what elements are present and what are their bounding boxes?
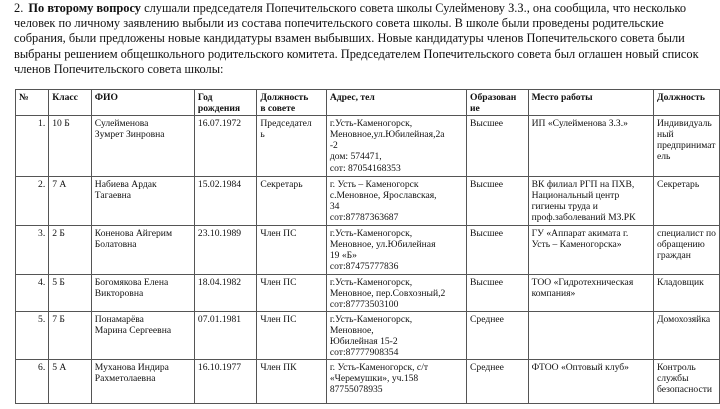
cell-education: Высшее xyxy=(467,177,529,225)
cell-position: Председател ь xyxy=(257,116,326,177)
header-position: Должность в совете xyxy=(257,90,326,116)
cell-num: 3. xyxy=(16,225,49,274)
cell-class: 7 Б xyxy=(49,311,92,359)
cell-job: Индивидуаль ный предпринимат ель xyxy=(653,116,719,177)
table-header-row xyxy=(16,90,720,116)
cell-work xyxy=(528,311,653,359)
header-work: Место работы xyxy=(528,90,653,116)
header-year: Год рождения xyxy=(194,90,256,116)
table-row xyxy=(16,274,720,311)
cell-year: 16.07.1972 xyxy=(194,116,256,177)
cell-address: г.Усть-Каменогорск, Меновное,ул.Юбилейная,2а -2 дом: 574471, сот: 87054168353 xyxy=(326,116,466,177)
header-job: Должность xyxy=(653,90,719,116)
cell-work: ВК филиал РГП на ПХВ, Национальный центр гигиены труда и проф.заболеваний МЗ.РК xyxy=(528,177,653,225)
cell-work: ТОО «Гидротехническая компания» xyxy=(528,274,653,311)
cell-fio: Богомякова Елена Викторовна xyxy=(91,274,194,311)
header-education: Образован ие xyxy=(467,90,529,116)
cell-year: 23.10.1989 xyxy=(194,225,256,274)
cell-job: Контроль службы безопасности xyxy=(653,360,719,404)
cell-year: 07.01.1981 xyxy=(194,311,256,359)
item-heading: По второму вопросу xyxy=(28,1,141,15)
agenda-paragraph xyxy=(14,1,714,77)
cell-job: специалист по обращению граждан xyxy=(653,225,719,274)
cell-class: 7 А xyxy=(49,177,92,225)
cell-position: Секретарь xyxy=(257,177,326,225)
cell-fio: Сулейменова Зумрет Зинровна xyxy=(91,116,194,177)
table-row xyxy=(16,116,720,177)
cell-education: Высшее xyxy=(467,225,529,274)
cell-education: Среднее xyxy=(467,360,529,404)
cell-address: г. Усть – Каменогорск с.Меновное, Ярославская, 34 сот:87787363687 xyxy=(326,177,466,225)
table-row xyxy=(16,225,720,274)
cell-education: Среднее xyxy=(467,311,529,359)
cell-position: Член ПК xyxy=(257,360,326,404)
cell-num: 6. xyxy=(16,360,49,404)
members-table xyxy=(15,89,720,404)
cell-year: 18.04.1982 xyxy=(194,274,256,311)
cell-position: Член ПС xyxy=(257,274,326,311)
cell-year: 16.10.1977 xyxy=(194,360,256,404)
cell-address: г.Усть-Каменогорск, Меновное, ул.Юбилейная 19 «Б» сот:87475777836 xyxy=(326,225,466,274)
cell-fio: Коненова Айгерим Болатовна xyxy=(91,225,194,274)
header-num: № xyxy=(16,90,49,116)
header-address: Адрес, тел xyxy=(326,90,466,116)
cell-num: 1. xyxy=(16,116,49,177)
cell-education: Высшее xyxy=(467,116,529,177)
header-fio: ФИО xyxy=(91,90,194,116)
cell-work: ФТОО «Оптовый клуб» xyxy=(528,360,653,404)
cell-fio: Понамарёва Марина Сергеевна xyxy=(91,311,194,359)
cell-work: ГУ «Аппарат акимата г. Усть – Каменогорска» xyxy=(528,225,653,274)
cell-num: 2. xyxy=(16,177,49,225)
cell-education: Высшее xyxy=(467,274,529,311)
item-number: 2. xyxy=(14,1,24,15)
cell-address: г. Усть-Каменогорск, с/т «Черемушки», уч.158 87755078935 xyxy=(326,360,466,404)
cell-address: г.Усть-Каменогорск, Меновное, пер.Совхозный,2 сот:87773503100 xyxy=(326,274,466,311)
cell-job: Домохозяйка xyxy=(653,311,719,359)
item-text: слушали председателя Попечительского совета школы Сулейменову З.З., она сообщила, что несколько человек по личному заявлению выбыли из состава попечительского совета школы. В школе были проведены родительские собрания, были предложены новые кандидатуры взамен выбывших. Новые кандидатуры членов Попечительского совета были выбраны решением общешкольного родительского комитета. Председателем Попечительского совета был оглашен новый список членов Попечительского совета школы: xyxy=(14,1,699,76)
cell-job: Секретарь xyxy=(653,177,719,225)
cell-class: 5 Б xyxy=(49,274,92,311)
cell-fio: Муханова Индира Рахметолаевна xyxy=(91,360,194,404)
cell-work: ИП «Сулейменова З.З.» xyxy=(528,116,653,177)
table-row xyxy=(16,360,720,404)
cell-class: 10 Б xyxy=(49,116,92,177)
header-class: Класс xyxy=(49,90,92,116)
cell-num: 5. xyxy=(16,311,49,359)
cell-num: 4. xyxy=(16,274,49,311)
cell-class: 2 Б xyxy=(49,225,92,274)
table-row xyxy=(16,177,720,225)
cell-year: 15.02.1984 xyxy=(194,177,256,225)
table-row xyxy=(16,311,720,359)
cell-class: 5 А xyxy=(49,360,92,404)
cell-fio: Набиева Ардак Тагаевна xyxy=(91,177,194,225)
cell-position: Член ПС xyxy=(257,225,326,274)
cell-job: Кладовщик xyxy=(653,274,719,311)
cell-address: г.Усть-Каменогорск, Меновное, Юбилейная 15-2 сот:87777908354 xyxy=(326,311,466,359)
cell-position: Член ПС xyxy=(257,311,326,359)
